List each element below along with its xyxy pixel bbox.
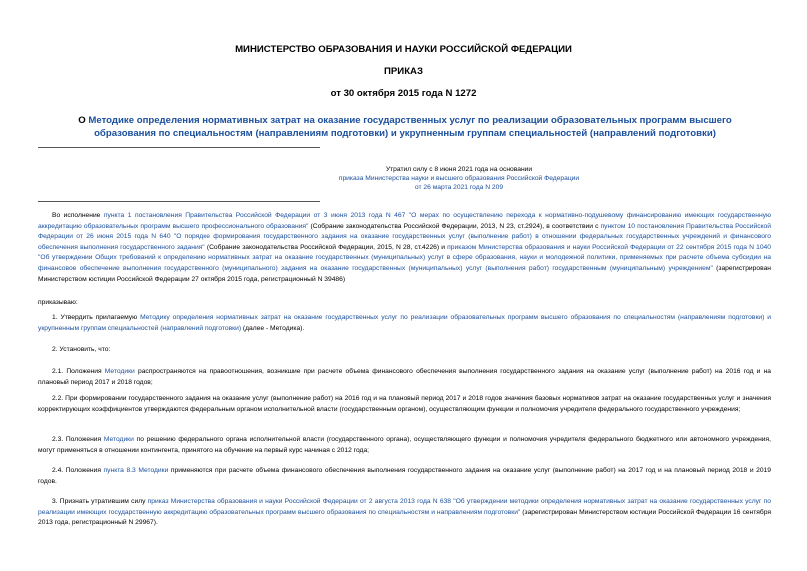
status-note-line1: Утратил силу с 8 июня 2021 года на основании [385, 166, 533, 173]
document-subject [60, 115, 750, 140]
item-2-2: 2.2. При формировании государственного задания на оказание услуг (выполнение работ) на 2016 год и на плановый период 2017 и 2018 годов значения базовых нормативов затрат на оказание государственных услуг и значения корректирующих коэффициентов утверждаются федеральным органом исполнительной власти (государственным органом), осуществляющим функции и полномочия учредителя федерального государственного учреждения; [38, 395, 771, 413]
item-2: 2. Установить, что: [52, 346, 111, 353]
ministry-title: МИНИСТЕРСТВО ОБРАЗОВАНИЯ И НАУКИ РОССИЙСКОЙ ФЕДЕРАЦИИ [235, 44, 572, 55]
item-3: 3. Признать утратившим силу приказ Министерства образования и науки Российской Федерации от 2 августа 2013 года N 638 "Об утверждении методики определения нормативных затрат на оказание государственных услуг по реализации имеющих государственную аккредитацию образовательных программ высшего образования по специальностям и направлениям подготовки" (зарегистрирован Министерством юстиции Российской Федерации 16 сентября 2013 года, регистрационный N 29967). [38, 498, 771, 527]
preamble-link-1[interactable]: пункта 1 постановления Правительства Российской Федерации от 3 июня 2013 года N 467 "О мерах по осуществлению перехода к нормативно-подушевому финансированию имеющих государственную аккредитацию образовательных программ высшего профессионального образования" [38, 212, 771, 230]
item-2-1: 2.1. Положения Методики распространяются на правоотношения, возникшие при расчете объема финансового обеспечения выполнения государственного задания на оказание услуг (выполнение работ) на 2016 год и на плановый период 2017 и 2018 годов; [38, 368, 771, 386]
status-note-link[interactable]: приказа Министерства науки и высшего образования Российской Федерации [338, 175, 580, 182]
item-3-link[interactable]: приказ Министерства образования и науки Российской Федерации от 2 августа 2013 года N 638 "Об утверждении методики определения нормативных затрат на оказание государственных услуг по реализации имеющих государственную аккредитацию образовательных программ высшего образования по специальностям и направлениям подготовки" [38, 498, 771, 516]
item-2-3: 2.3. Положения Методики по решению федерального органа исполнительной власти (государственного органа), осуществляющего функции и полномочия учредителя федерального бюджетного или автономного учреждения, могут применяться в отношении контингента, принятого на обучение на первый курс начиная с 2012 года; [38, 436, 771, 454]
divider-top [38, 147, 320, 148]
subject-link[interactable]: Методике определения нормативных затрат на оказание государственных услуг по реализации образовательных программ высшего образования по специальностям (направлениям подготовки) и укрупненным группам специальностей (направлений подготовки) [88, 115, 732, 139]
status-note-link-date[interactable]: от 26 марта 2021 года N 209 [414, 184, 504, 191]
date-number: от 30 октября 2015 года N 1272 [330, 88, 477, 99]
divider-bottom [38, 201, 320, 202]
preamble-paragraph: Во исполнение пункта 1 постановления Правительства Российской Федерации от 3 июня 2013 года N 467 "О мерах по осуществлению перехода к нормативно-подушевому финансированию имеющих государственную аккредитацию образовательных программ высшего профессионального образования" (Собрание законодательства Российской Федерации, 2013, N 23, ст.2924), в соответствии с пунктом 10 постановления Правительства Российской Федерации от 26 июня 2015 года N 640 "О порядке формирования государственного задания на оказание государственных услуг (выполнение работ) в отношении федеральных государственных учреждений и финансового обеспечения выполнения государственного задания" (Собрание законодательства Российской Федерации, 2015, N 28, ст.4226) и приказом Министерства образования и науки Российской Федерации от 22 сентября 2015 года N 1040 "Об утверждении Общих требований к определению нормативных затрат на оказание государственных (муниципальных) услуг в сфере образования, науки и молодежной политики, применяемых при расчете объема субсидии на финансовое обеспечение выполнения государственного (муниципального) задания на оказание государственных (муниципальных) услуг (выполнения работ) государственным (муниципальным) учреждением" (зарегистрирован Министерством юстиции Российской Федерации 27 октября 2015 года, регистрационный N 39486) [38, 212, 771, 283]
item-1: 1. Утвердить прилагаемую Методику определения нормативных затрат на оказание государственных услуг по реализации образовательных программ высшего образования по специальностям (направлениям подготовки) и укрупненным группам специальностей (направлений подготовки) (далее - Методика). [38, 314, 771, 332]
doc-type: ПРИКАЗ [384, 66, 423, 77]
preamble-link-2[interactable]: пунктом 10 постановления Правительства Российской Федерации от 26 июня 2015 года N 640 "О порядке формирования государственного задания на оказание государственных услуг (выполнение работ) в отношении федеральных государственных учреждений и финансового обеспечения выполнения государственного задания" [38, 222, 771, 251]
item-1-link[interactable]: Методику определения нормативных затрат на оказание государственных услуг по реализации образовательных программ высшего образования по специальностям (направлениям подготовки) и укрупненным группам специальностей (направлений подготовки) [38, 314, 771, 332]
item-2-1-link[interactable]: Методики [104, 368, 135, 375]
item-2-4-link[interactable]: пункта 8.3 Методики [103, 467, 169, 474]
item-2-3-link[interactable]: Методики [103, 436, 134, 443]
item-2-4: 2.4. Положения пункта 8.3 Методики применяются при расчете объема финансового обеспечения выполнения государственного задания на оказание услуг (выполнение работ) на 2017 год и на плановый период 2018 и 2019 годов. [38, 467, 772, 485]
order-word: приказываю: [38, 299, 78, 306]
preamble-link-3[interactable]: приказом Министерства образования и науки Российской Федерации от 22 сентября 2015 года N 1040 "Об утверждении Общих требований к определению нормативных затрат на оказание государственных (муниципальных) услуг в сфере образования, науки и молодежной политики, применяемых при расчете объема субсидии на финансовое обеспечение выполнения государственного (муниципального) задания на оказание государственных (муниципальных) услуг (выполнения работ) государственным (муниципальным) учреждением" [38, 243, 771, 272]
subject-prefix: О [78, 115, 89, 126]
